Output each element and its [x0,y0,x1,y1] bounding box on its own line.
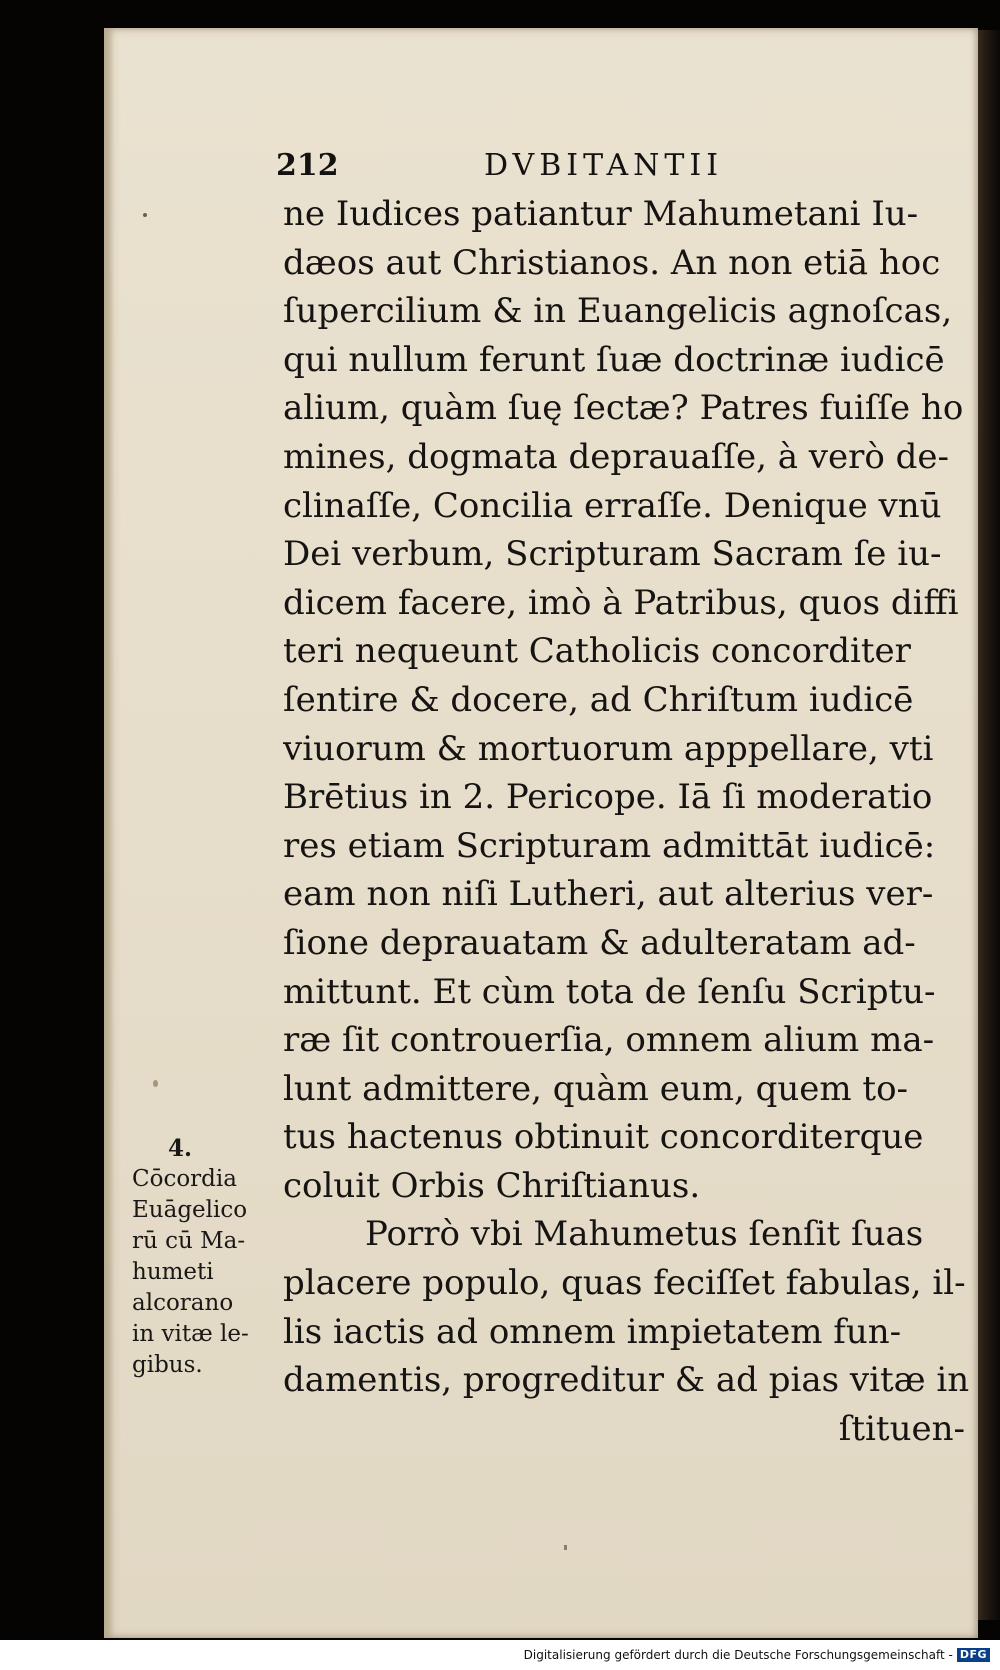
marginal-note-line: Euāgelico [132,1197,248,1223]
text-line: ræ ſit controuerſia, omnem alium ma- [283,1020,935,1061]
text-line: Dei verbum, Scripturam Sacram ſe iu- [283,534,942,575]
marginal-note-line: rū cū Ma- [132,1228,246,1254]
running-title: DVBITANTII [484,148,724,183]
text-line: Brētius in 2. Pericope. Iā ſi moderatio [283,777,933,818]
text-line: ſentire & docere, ad Chriſtum iudicē [283,679,914,720]
text-line: qui nullum ferunt ſuæ doctrinæ iudicē [283,339,945,380]
marginal-note-line: in vitæ le- [132,1321,249,1347]
text-line: coluit Orbis Chriſtianus. [283,1165,701,1206]
text-line: dicem facere, imò à Patribus, quos diffi [283,582,959,623]
paragraph-start-line: Porrò vbi Mahumetus ſenſit ſuas [365,1214,924,1255]
paper-speck [153,1080,158,1087]
digitization-credit [520,1644,994,1666]
marginal-note-line: alcorano [132,1290,234,1316]
text-line: mines, dogmata deprauaſſe, à verò de- [283,436,950,477]
credit-text: Digitalisierung gefördert durch die Deutsche Forschungsgemeinschaft - [523,1648,953,1662]
text-line: alium, quàm ſuę ſectæ? Patres fuiſſe ho [283,388,964,429]
text-line: viuorum & mortuorum apppellare, vti [283,728,934,769]
text-line: placere populo, quas feciſſet fabulas, il- [283,1263,966,1304]
text-line: ſupercilium & in Euangelicis agnoſcas, [283,291,953,332]
marginal-note-line: Cōcordia [132,1166,237,1192]
text-line: dæos aut Christianos. An non etiā hoc [283,242,941,283]
marginal-note [132,1133,282,1381]
text-line: damentis, progreditur & ad pias vitæ in [283,1360,970,1401]
text-line: clinaſſe, Concilia erraſſe. Denique vnū [283,485,942,526]
text-line: tus hactenus obtinuit concorditerque [283,1117,924,1158]
book-binding-edge [975,30,1000,1620]
marginal-note-line: humeti [132,1259,214,1285]
running-head [0,148,1000,188]
page-gutter-shadow [104,28,114,1638]
text-line: ne Iudices patiantur Mahumetani Iu- [283,194,919,234]
text-line: lis iactis ad omnem impietatem fun- [283,1311,902,1352]
page-number: 212 [276,148,339,183]
dfg-logo: DFG [957,1648,990,1662]
text-line: ſione deprauatam & adulteratam ad- [283,922,916,963]
marginal-note-line: gibus. [132,1352,203,1378]
marginal-note-number: 4. [168,1135,193,1162]
paper-speck [564,1545,567,1550]
text-line: eam non niſi Lutheri, aut alterius ver- [283,874,934,915]
text-line: lunt admittere, quàm eum, quem to- [283,1068,909,1109]
catchword: ſtituen- [838,1408,965,1449]
body-text [283,190,973,1453]
paper-speck [143,213,147,217]
text-line: res etiam Scripturam admittāt iudicē: [283,825,936,866]
text-line: mittunt. Et cùm tota de ſenſu Scriptu- [283,971,936,1012]
text-line: teri nequeunt Catholicis concorditer [283,631,911,672]
